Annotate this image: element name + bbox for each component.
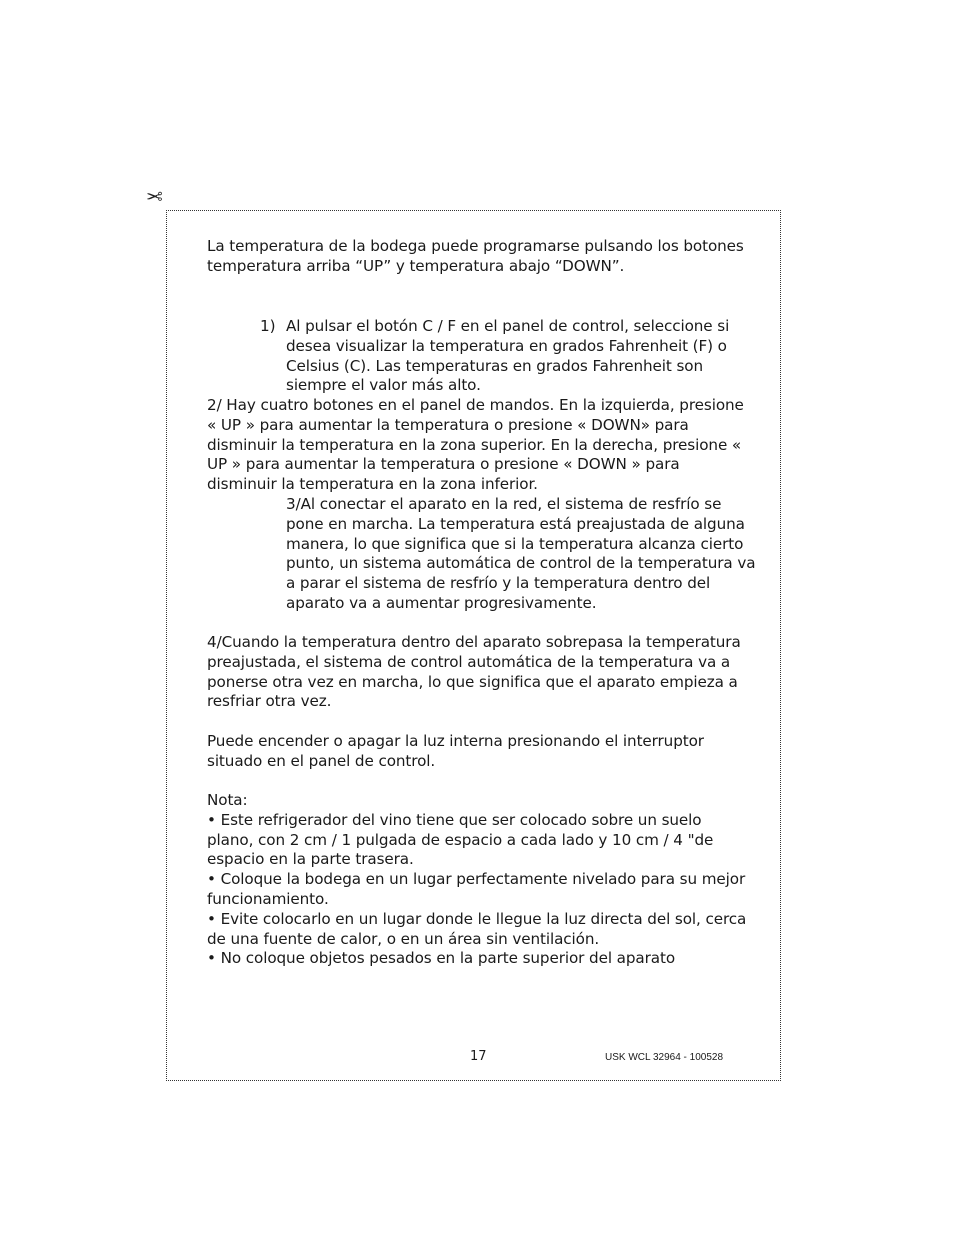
light-paragraph: Puede encender o apagar la luz interna presionando el interruptor situado en el panel de control. bbox=[207, 732, 704, 770]
item-3-text: 3/Al conectar el aparato en la red, el sistema de resfrío se pone en marcha. La temperatura está preajustada de alguna manera, lo que significa que si la temperatura alcanza cierto punto, un sistema automática de control de la temperatura va a parar el sistema de resfrío y la temperatura dentro del aparato va a aumentar progresivamente. bbox=[286, 495, 756, 612]
note-item: • No coloque objetos pesados en la parte superior del aparato bbox=[207, 949, 676, 968]
item-4-text: 4/Cuando la temperatura dentro del aparato sobrepasa la temperatura preajustada, el sistema de control automática de la temperatura va a ponerse otra vez en marcha, lo que significa que el aparato empieza a resfriar otra vez. bbox=[207, 633, 741, 711]
document-code: USK WCL 32964 - 100528 bbox=[605, 1052, 724, 1063]
note-item: • Evite colocarlo en un lugar donde le llegue la luz directa del sol, cerca de una fuente de calor, o en un área sin ventilación. bbox=[207, 909, 747, 948]
note-item: • Coloque la bodega en un lugar perfectamente nivelado para su mejor funcionamiento. bbox=[207, 870, 746, 908]
notes-section bbox=[207, 791, 752, 969]
item-1-number: 1) bbox=[260, 317, 276, 335]
note-item: • Este refrigerador del vino tiene que ser colocado sobre un suelo plano, con 2 cm / 1 pulgada de espacio a cada lado y 10 cm / 4 "de espacio en la parte trasera. bbox=[207, 810, 714, 869]
scissors-icon: ✂ bbox=[146, 184, 163, 208]
page-number: 17 bbox=[470, 1049, 487, 1064]
item-1-text: Al pulsar el botón C / F en el panel de control, seleccione si desea visualizar la temperatura en grados Fahrenheit (F) o Celsius (C). Las temperaturas en grados Fahrenheit son siempre el valor más alto. bbox=[286, 317, 730, 395]
intro-paragraph: La temperatura de la bodega puede programarse pulsando los botones temperatura arriba “UP” y temperatura abajo “DOWN”. bbox=[207, 237, 744, 275]
item-2-text: 2/ Hay cuatro botones en el panel de mandos. En la izquierda, presione « UP » para aumentar la temperatura o presione « DOWN» para disminuir la temperatura en la zona superior. En la derecha, presione « UP » para aumentar la temperatura o presione « DOWN » para disminuir la temperatura en la zona inferior. bbox=[207, 396, 744, 494]
notes-title: Nota: bbox=[207, 791, 248, 809]
